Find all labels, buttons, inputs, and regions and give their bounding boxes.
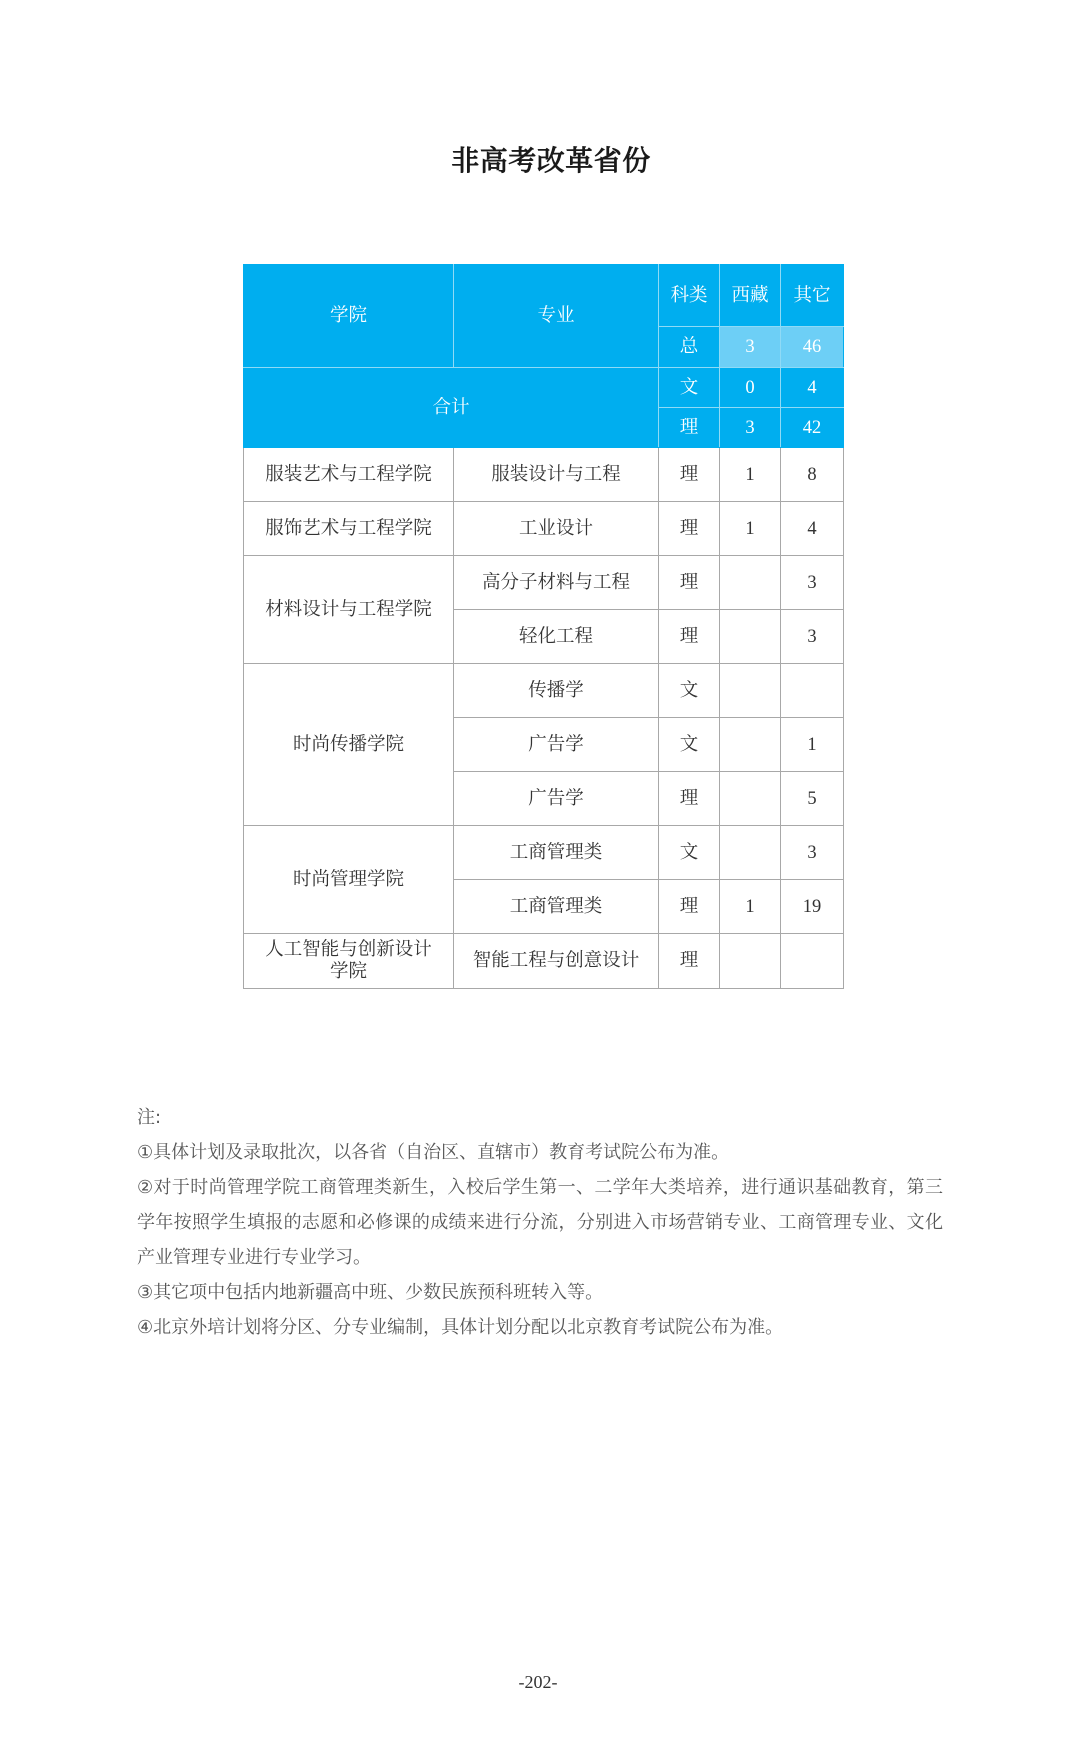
major-cell: 服装设计与工程 (454, 448, 659, 502)
total-category-cell: 总 (659, 327, 720, 368)
category-cell: 理 (659, 556, 720, 610)
tibet-count-cell (720, 772, 781, 826)
category-cell: 文 (659, 664, 720, 718)
category-cell: 文 (659, 826, 720, 880)
admission-plan-table (243, 264, 844, 989)
table-header-row (244, 265, 844, 327)
total-category-cell: 文 (659, 368, 720, 408)
major-cell: 传播学 (454, 664, 659, 718)
total-tibet-cell: 3 (720, 327, 781, 368)
college-cell: 服饰艺术与工程学院 (244, 502, 454, 556)
tibet-count-cell (720, 664, 781, 718)
major-cell: 高分子材料与工程 (454, 556, 659, 610)
table-row (244, 826, 844, 880)
category-cell: 理 (659, 772, 720, 826)
total-other-cell: 46 (781, 327, 844, 368)
header-tibet: 西藏 (720, 265, 781, 327)
category-cell: 理 (659, 448, 720, 502)
college-cell: 时尚传播学院 (244, 664, 454, 826)
header-college: 学院 (244, 265, 454, 368)
major-cell: 工业设计 (454, 502, 659, 556)
table-row (244, 664, 844, 718)
total-tibet-cell: 3 (720, 408, 781, 448)
total-other-cell: 4 (781, 368, 844, 408)
category-cell: 理 (659, 502, 720, 556)
page-title: 非高考改革省份 (451, 144, 651, 177)
other-count-cell: 8 (781, 448, 844, 502)
category-cell: 理 (659, 610, 720, 664)
other-count-cell: 3 (781, 826, 844, 880)
category-cell: 理 (659, 880, 720, 934)
table-row (244, 502, 844, 556)
total-tibet-cell: 0 (720, 368, 781, 408)
header-category: 科类 (659, 265, 720, 327)
other-count-cell: 4 (781, 502, 844, 556)
header-other: 其它 (781, 265, 844, 327)
tibet-count-cell: 1 (720, 448, 781, 502)
tibet-count-cell: 1 (720, 880, 781, 934)
major-cell: 轻化工程 (454, 610, 659, 664)
header-major: 专业 (454, 265, 659, 368)
table-row (244, 556, 844, 610)
tibet-count-cell (720, 556, 781, 610)
total-label: 合计 (244, 368, 659, 448)
note-item: ④北京外培计划将分区、分专业编制，具体计划分配以北京教育考试院公布为准。 (137, 1317, 784, 1338)
college-cell: 材料设计与工程学院 (244, 556, 454, 664)
category-cell: 文 (659, 718, 720, 772)
notes-heading: 注: (137, 1107, 162, 1128)
college-cell: 时尚管理学院 (244, 826, 454, 934)
other-count-cell (781, 934, 844, 989)
major-cell: 广告学 (454, 772, 659, 826)
note-item: ③其它项中包括内地新疆高中班、少数民族预科班转入等。 (137, 1282, 604, 1303)
other-count-cell (781, 664, 844, 718)
college-cell: 人工智能与创新设计学院 (244, 934, 454, 989)
major-cell: 广告学 (454, 718, 659, 772)
total-category-cell: 理 (659, 408, 720, 448)
tibet-count-cell (720, 610, 781, 664)
other-count-cell: 3 (781, 610, 844, 664)
other-count-cell: 1 (781, 718, 844, 772)
category-cell: 理 (659, 934, 720, 989)
other-count-cell: 19 (781, 880, 844, 934)
table-row (244, 934, 844, 989)
tibet-count-cell (720, 934, 781, 989)
note-item: ②对于时尚管理学院工商管理类新生，入校后学生第一、二学年大类培养，进行通识基础教育，第三学年按照学生填报的志愿和必修课的成绩来进行分流，分别进入市场营销专业、工商管理专业、文化产业管理专业进行专业学习。 (137, 1177, 943, 1268)
notes-section (137, 1100, 943, 1345)
other-count-cell: 5 (781, 772, 844, 826)
tibet-count-cell: 1 (720, 502, 781, 556)
tibet-count-cell (720, 718, 781, 772)
college-cell: 服装艺术与工程学院 (244, 448, 454, 502)
total-row-arts (244, 368, 844, 408)
major-cell: 智能工程与创意设计 (454, 934, 659, 989)
note-item: ①具体计划及录取批次，以各省（自治区、直辖市）教育考试院公布为准。 (137, 1142, 730, 1163)
table-row (244, 448, 844, 502)
other-count-cell: 3 (781, 556, 844, 610)
total-other-cell: 42 (781, 408, 844, 448)
major-cell: 工商管理类 (454, 826, 659, 880)
tibet-count-cell (720, 826, 781, 880)
major-cell: 工商管理类 (454, 880, 659, 934)
page-number: -202- (518, 1672, 558, 1692)
